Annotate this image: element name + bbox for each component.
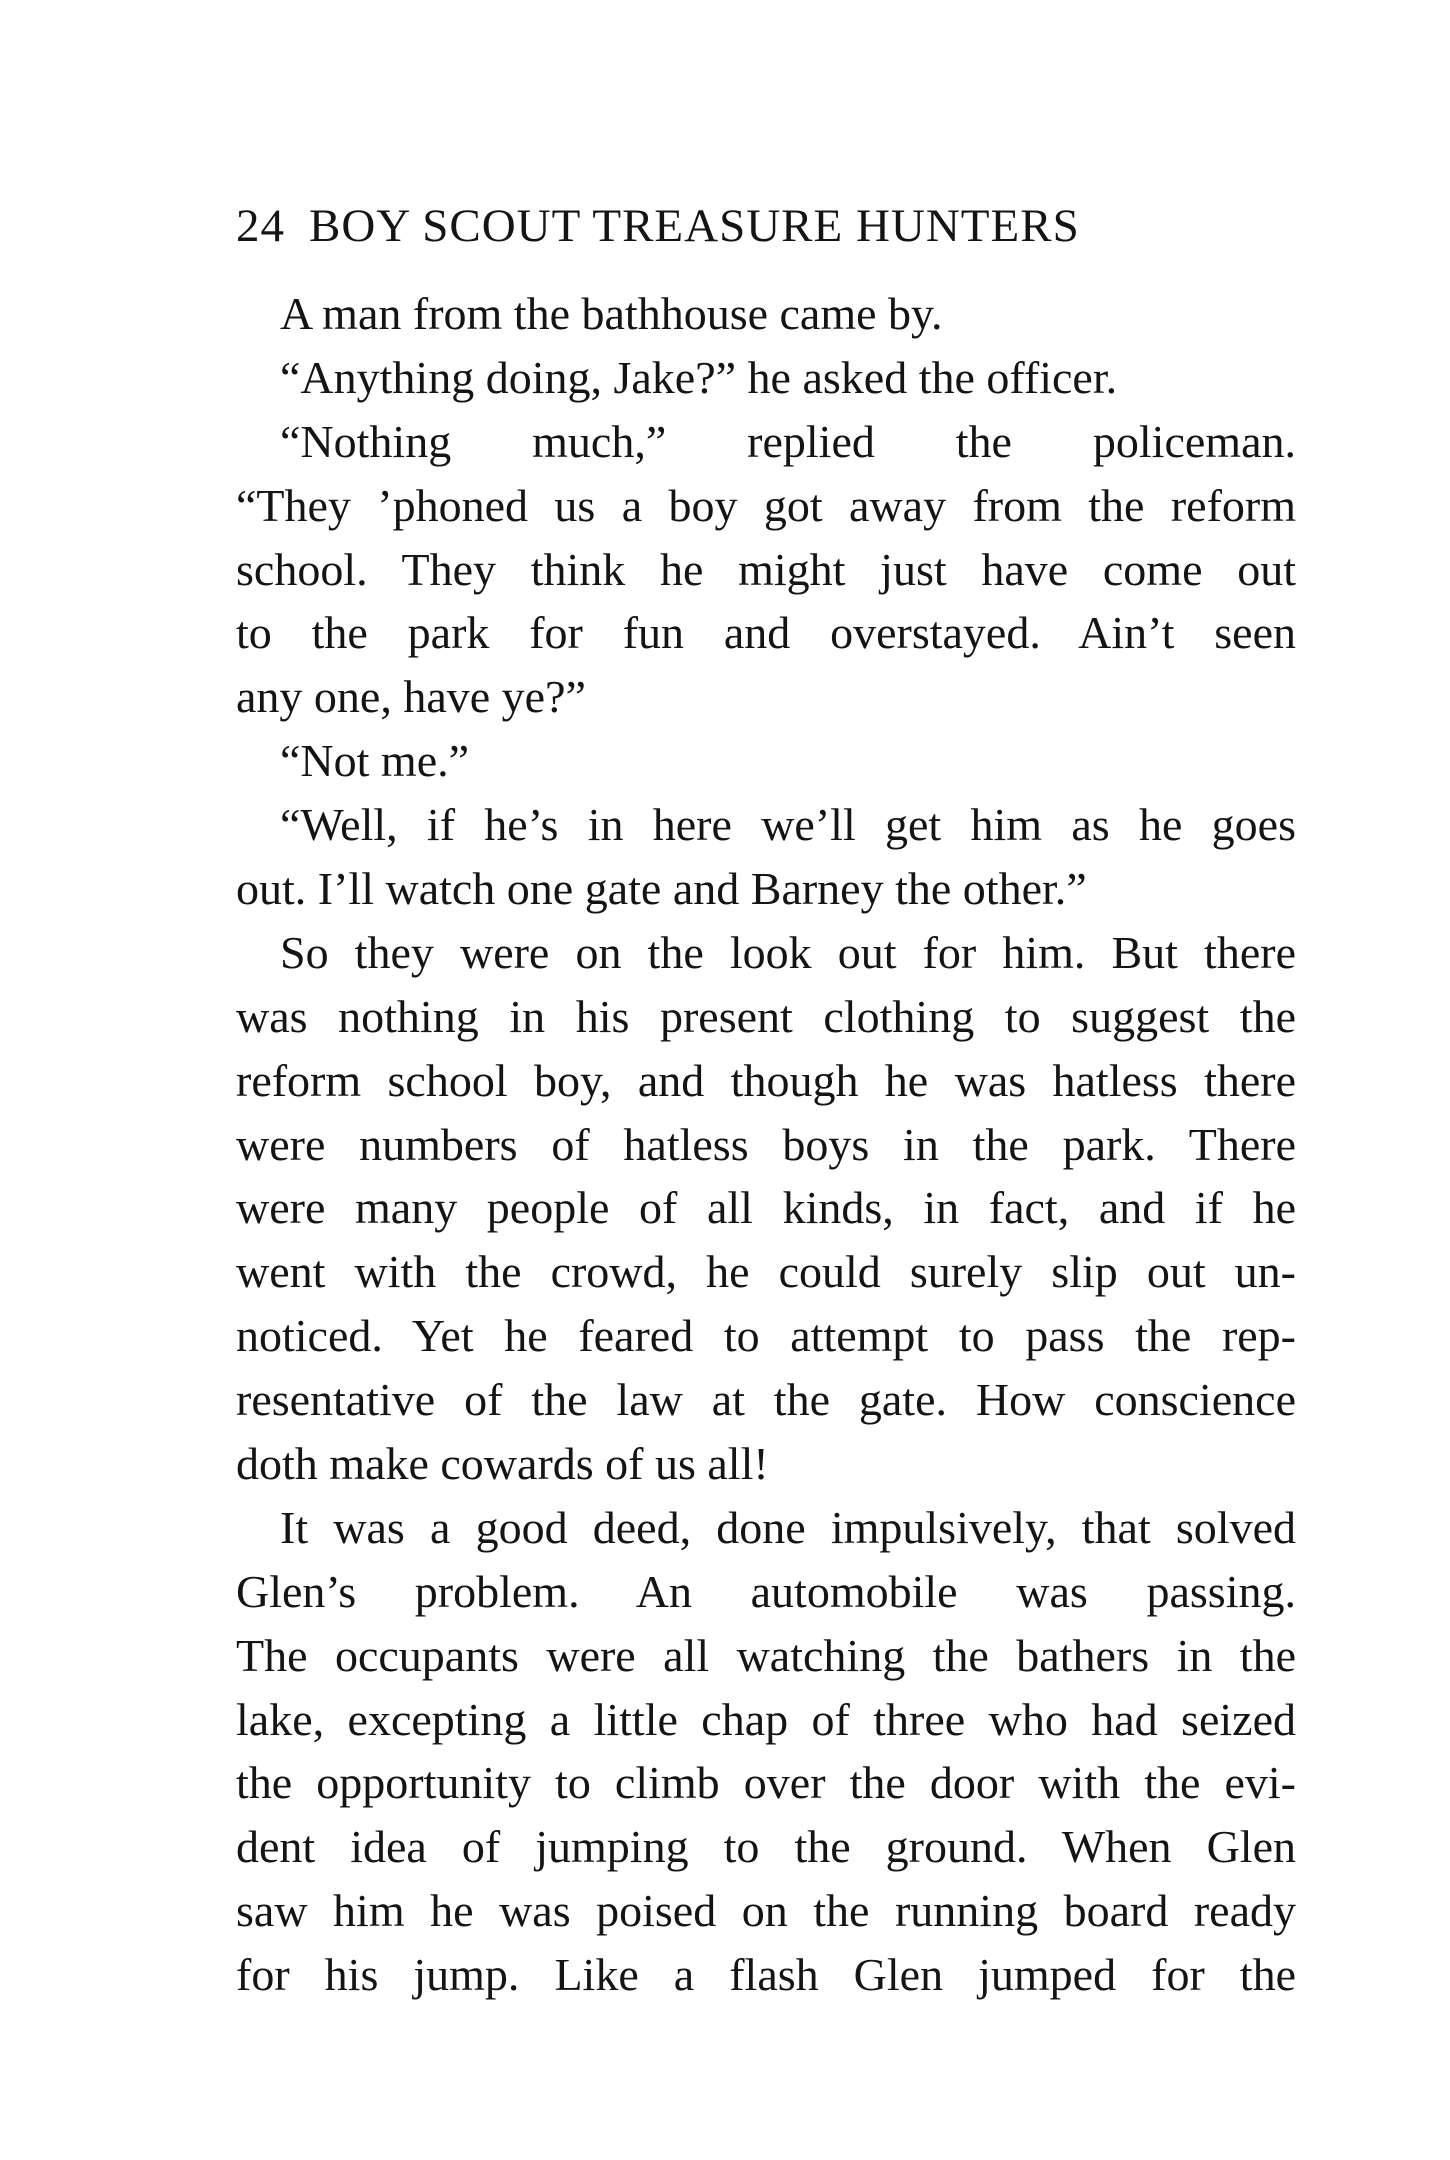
text-line: It was a good deed, done impulsively, that solved [280, 1501, 1296, 1553]
text-line: “Nothing much,” replied the policeman. [280, 415, 1296, 467]
text-line: the opportunity to climb over the door with the evi- [236, 1757, 1296, 1809]
text-line: “They ’phoned us a boy got away from the reform [236, 479, 1296, 531]
text-line: The occupants were all watching the bathers in the [236, 1629, 1296, 1681]
body-text [236, 282, 1296, 2007]
text-line: doth make cowards of us all! [236, 1438, 769, 1490]
text-line: “Well, if he’s in here we’ll get him as he goes [280, 799, 1296, 851]
text-line: were numbers of hatless boys in the park. There [236, 1118, 1296, 1170]
text-line: for his jump. Like a flash Glen jumped for the [236, 1949, 1296, 2001]
text-line: out. I’ll watch one gate and Barney the other.” [236, 863, 1087, 915]
text-line: “Not me.” [280, 735, 470, 787]
text-line: “Anything doing, Jake?” he asked the officer. [280, 351, 1118, 403]
text-line: resentative of the law at the gate. How conscience [236, 1374, 1296, 1426]
text-line: dent idea of jumping to the ground. When Glen [236, 1821, 1296, 1873]
running-title: BOY SCOUT TREASURE HUNTERS [309, 200, 1080, 252]
text-line: saw him he was poised on the running board ready [236, 1885, 1296, 1937]
text-line: A man from the bathhouse came by. [280, 288, 943, 339]
text-line: school. They think he might just have come out [236, 543, 1296, 595]
text-line: went with the crowd, he could surely slip out un- [236, 1246, 1296, 1298]
text-line: were many people of all kinds, in fact, and if he [236, 1182, 1296, 1234]
text-line: reform school boy, and though he was hatless there [236, 1054, 1296, 1106]
text-line: So they were on the look out for him. But there [280, 926, 1296, 978]
text-line: was nothing in his present clothing to suggest the [236, 990, 1296, 1042]
text-line: to the park for fun and overstayed. Ain’t seen [236, 607, 1296, 659]
text-line: any one, have ye?” [236, 671, 586, 723]
text-line: Glen’s problem. An automobile was passing. [236, 1565, 1296, 1617]
running-header [236, 196, 1296, 256]
page-number: 24 [236, 200, 285, 252]
text-line: noticed. Yet he feared to attempt to pass the rep- [236, 1310, 1296, 1362]
text-line: lake, excepting a little chap of three who had seized [236, 1693, 1296, 1745]
